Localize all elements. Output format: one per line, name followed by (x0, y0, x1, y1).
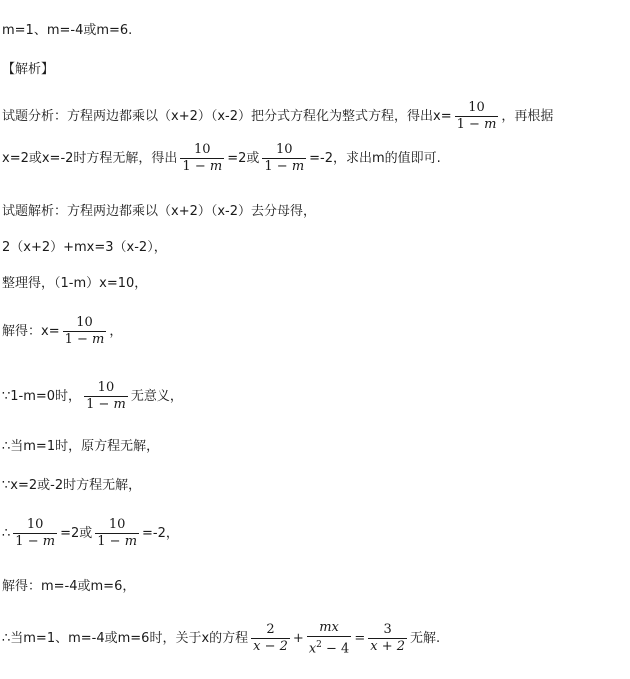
therefore-line-2: ∴ $\frac{10}{1 - m}$ =2或 $\frac{10}{1 - m}$ =-2， (2, 517, 179, 549)
section-heading: 【解析】 (2, 62, 55, 77)
analysis-line-1 (2, 100, 553, 133)
therefore-line-1: ∴当m=1时，原方程无解， (2, 439, 160, 454)
because-line-1: ∵1-m=0时， $\frac{10}{1 - m}$ 无意义， (2, 380, 183, 412)
solution-solve-line: 解得：x= $\frac{10}{1 - m}$ ， (2, 315, 123, 347)
fraction-3-over-x-plus-2: $\frac{3}{x + 2}$ (370, 622, 405, 655)
fraction-2-over-x-minus-2: $\frac{2}{x - 2}$ (253, 622, 288, 655)
conclusion-line: ∴当m=1、m=-4或m=6时，关于x的方程 $\frac{2}{x - 2}$ + $\frac{mx}{x^2 - 4}$ = $\frac{3}{x + 2}$ 无解. (2, 620, 441, 657)
analysis-after-frac: ，再根据 (501, 109, 554, 124)
plus-sign: + (292, 631, 304, 647)
fraction-mx-over-x2-minus-4: $\frac{mx}{x^2 - 4}$ (308, 620, 350, 657)
analysis-prefix: 试题分析：方程两边都乘以（x+2）（x-2）把分式方程化为整式方程，得出x= (2, 109, 452, 124)
solution-intro: 试题解析：方程两边都乘以（x+2）（x-2）去分母得， (2, 204, 317, 219)
fraction-10-over-1-minus-m: $\frac{10}{1 - m}$ (15, 517, 56, 549)
answer-line: m=1、m=-4或m=6. (2, 23, 133, 38)
fraction-10-over-1-minus-m: $\frac{10}{1 - m}$ (264, 142, 305, 174)
solution-eq1: 2（x+2）+mx=3（x-2）， (2, 240, 167, 255)
fraction-10-over-1-minus-m: $\frac{10}{1 - m}$ (456, 100, 497, 132)
analysis-line-2: x=2或x=-2时方程无解，得出 $\frac{10}{1 - m}$ =2或 $\frac{10}{1 - m}$ =-2，求出m的值即可. (2, 142, 441, 174)
fraction-10-over-1-minus-m: $\frac{10}{1 - m}$ (64, 315, 105, 347)
fraction-10-over-1-minus-m: $\frac{10}{1 - m}$ (182, 142, 223, 174)
equals-sign: = (354, 631, 366, 647)
because-line-2: ∵x=2或-2时方程无解， (2, 478, 142, 493)
fraction-10-over-1-minus-m: $\frac{10}{1 - m}$ (97, 517, 138, 549)
solution-eq2: 整理得，（1-m）x=10， (2, 276, 148, 291)
solved-line: 解得：m=-4或m=6， (2, 579, 136, 594)
fraction-10-over-1-minus-m: $\frac{10}{1 - m}$ (86, 380, 126, 412)
